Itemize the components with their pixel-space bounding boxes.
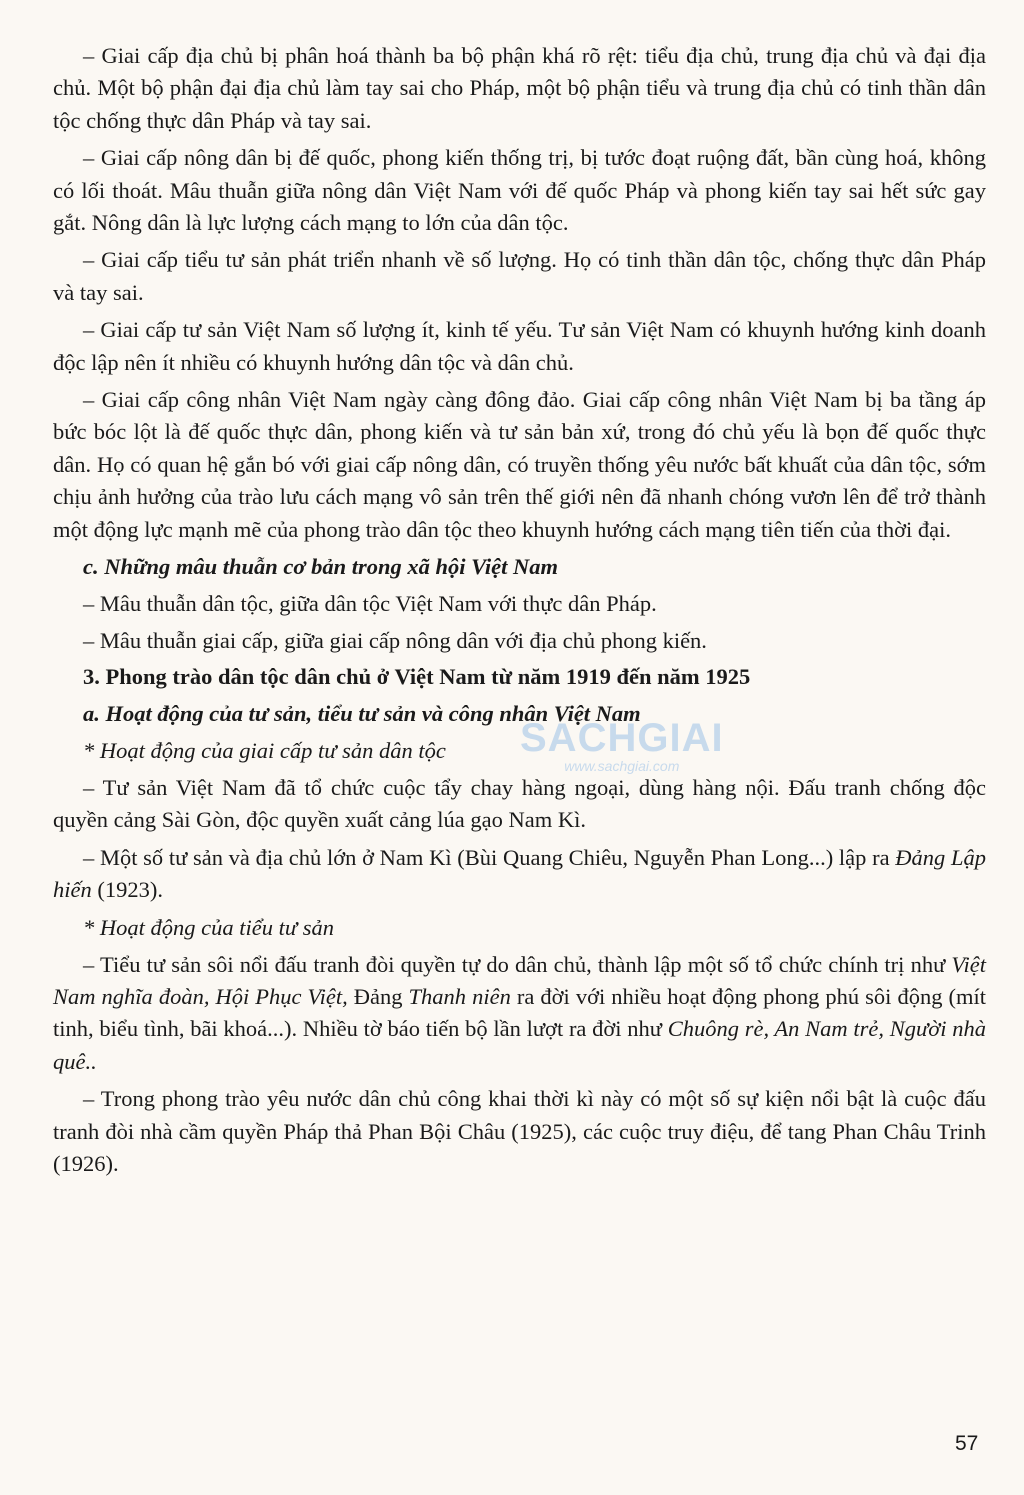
page-content: [53, 40, 986, 1185]
page-number: 57: [955, 1432, 979, 1455]
watermark-url: www.sachgiai.com: [564, 758, 680, 774]
organization-names: Việt Nam nghĩa đoàn, Hội Phục Việt,: [53, 951, 986, 1009]
text-run: ra đời với nhiều hoạt động phong phú sôi động (mít tinh, biểu tình, bãi khoá...). Nhiều tờ báo tiến bộ lần lượt ra đời như: [53, 983, 986, 1042]
paragraph-bourgeoisie: – Giai cấp tư sản Việt Nam số lượng ít, kinh tế yếu. Tư sản Việt Nam có khuynh hướng kinh doanh độc lập nên ít nhiều có khuynh hướng dân tộc và dân chủ.: [53, 317, 986, 375]
paragraph-political-organizations: [53, 949, 986, 1079]
paragraph-landlord-class: – Giai cấp địa chủ bị phân hoá thành ba bộ phận khá rõ rệt: tiểu địa chủ, trung địa chủ và đại địa chủ. Một bộ phận đại địa chủ làm tay sai cho Pháp, một bộ phận tiểu và trung địa chủ có tinh thần dân tộc chống thực dân Pháp và tay sai.: [53, 43, 986, 133]
section-heading-c: c. Những mâu thuẫn cơ bản trong xã hội Việt Nam: [83, 554, 559, 580]
subheading-bourgeoisie-activities: * Hoạt động của giai cấp tư sản dân tộc: [83, 737, 446, 763]
paragraph-constitutionalist-party: [53, 842, 986, 907]
paragraph-boycott: – Tư sản Việt Nam đã tổ chức cuộc tẩy chay hàng ngoại, dùng hàng nội. Đấu tranh chống độc quyền cảng Sài Gòn, độc quyền xuất cảng lúa gạo Nam Kì.: [53, 774, 986, 833]
section-heading-a: a. Hoạt động của tư sản, tiểu tư sản và công nhân Việt Nam: [83, 700, 641, 726]
watermark-logo: [520, 718, 724, 774]
paragraph-petty-bourgeoisie: – Giai cấp tiểu tư sản phát triển nhanh về số lượng. Họ có tinh thần dân tộc, chống thực dân Pháp và tay sai.: [53, 247, 986, 305]
subheading-petty-bourgeoisie-activities: * Hoạt động của tiểu tư sản: [83, 914, 335, 940]
section-heading-3: 3. Phong trào dân tộc dân chủ ở Việt Nam từ năm 1919 đến năm 1925: [83, 663, 751, 689]
newspaper-names: Chuông rè, An Nam trẻ, Người nhà quê..: [53, 1016, 986, 1074]
text-run: – Một số tư sản và địa chủ lớn ở Nam Kì (Bùi Quang Chiêu, Nguyễn Phan Long...) lập ra: [83, 844, 896, 870]
paragraph-peasant-class: – Giai cấp nông dân bị đế quốc, phong kiến thống trị, bị tước đoạt ruộng đất, bần cùng hoá, không có lối thoát. Mâu thuẫn giữa nông dân Việt Nam với đế quốc Pháp và phong kiến tay sai hết sức gay gắt. Nông dân là lực lượng cách mạng to lớn của dân tộc.: [53, 145, 986, 236]
party-name: Đảng Lập hiến: [53, 844, 987, 903]
text-run: (1923).: [91, 877, 163, 903]
paragraph-patriotic-movement: – Trong phong trào yêu nước dân chủ công khai thời kì này có một số sự kiện nổi bật là cuộc đấu tranh đòi nhà cầm quyền Pháp thả Phan Bội Châu (1925), các cuộc truy điệu, để tang Phan Châu Trinh (1926).: [53, 1086, 986, 1176]
watermark-title: SACHGIAI: [520, 716, 724, 760]
paragraph-national-contradiction: – Mâu thuẫn dân tộc, giữa dân tộc Việt Nam với thực dân Pháp.: [83, 591, 657, 617]
text-run: – Tiểu tư sản sôi nổi đấu tranh đòi quyền tự do dân chủ, thành lập một số tổ chức chính trị như: [83, 951, 952, 977]
organization-name: Thanh niên: [408, 983, 511, 1009]
paragraph-working-class: – Giai cấp công nhân Việt Nam ngày càng đông đảo. Giai cấp công nhân Việt Nam bị ba tầng áp bức bóc lột là đế quốc thực dân, phong kiến và tư sản bản xứ, trong đó chủ yếu là bọn đế quốc thực dân. Họ có quan hệ gắn bó với giai cấp nông dân, có truyền thống yêu nước bất khuất của dân tộc, sớm chịu ảnh hưởng của trào lưu cách mạng vô sản trên thế giới nên đã nhanh chóng vươn lên để trở thành một động lực mạnh mẽ của phong trào dân tộc theo khuynh hướng cách mạng tiên tiến của thời đại.: [53, 387, 986, 542]
text-run: Đảng: [347, 983, 409, 1009]
paragraph-class-contradiction: – Mâu thuẫn giai cấp, giữa giai cấp nông dân với địa chủ phong kiến.: [83, 627, 707, 653]
